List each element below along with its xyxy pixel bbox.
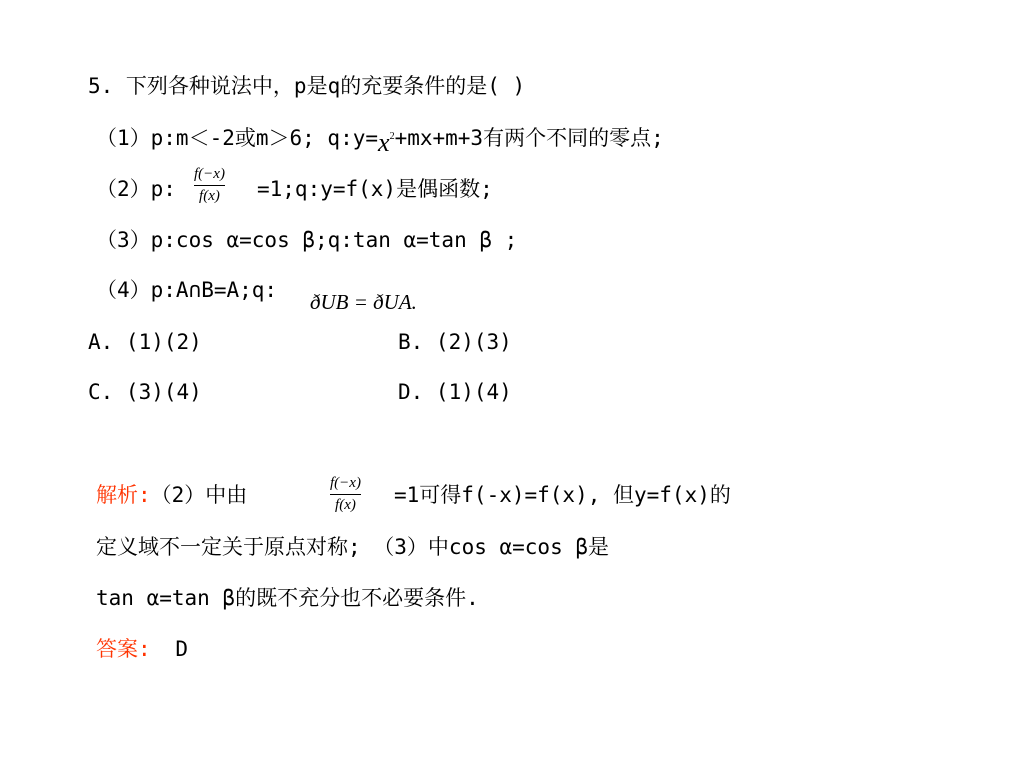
item-2-fraction-numerator: f(−x) bbox=[194, 166, 225, 182]
item-3: （3）p:cos α=cos β;q:tan α=tan β ; bbox=[96, 228, 518, 252]
item-1-exponent: 2 bbox=[389, 131, 395, 142]
item-1 bbox=[96, 123, 664, 157]
analysis-line-3: tan α=tan β的既不充分也不必要条件. bbox=[96, 586, 479, 610]
item-2-fraction bbox=[194, 166, 225, 205]
analysis-fraction-numerator: f(−x) bbox=[330, 475, 361, 491]
analysis-line-2: 定义域不一定关于原点对称; （3）中cos α=cos β是 bbox=[96, 535, 610, 559]
answer-label: 答案: bbox=[96, 637, 151, 661]
item-2-prefix: （2）p: bbox=[96, 177, 176, 201]
analysis-fraction bbox=[330, 475, 361, 514]
item-4-prefix: （4）p:A∩B=A;q: bbox=[96, 278, 278, 302]
option-d[interactable]: D. (1)(4) bbox=[398, 380, 512, 404]
fraction-bar bbox=[330, 494, 361, 495]
option-b[interactable]: B. (2)(3) bbox=[398, 330, 512, 354]
option-c[interactable]: C. (3)(4) bbox=[88, 380, 202, 404]
analysis-label: 解析: bbox=[96, 483, 151, 507]
item-2-fraction-denominator: f(x) bbox=[199, 188, 220, 204]
fraction-bar bbox=[194, 185, 225, 186]
item-1-suffix: +mx+m+3有两个不同的零点; bbox=[394, 126, 664, 150]
analysis-fraction-denominator: f(x) bbox=[335, 497, 356, 513]
analysis-line-1 bbox=[96, 481, 247, 509]
answer-value: D bbox=[175, 637, 188, 661]
answer-line bbox=[96, 635, 188, 663]
option-a[interactable]: A. (1)(2) bbox=[88, 330, 202, 354]
question-stem: 5. 下列各种说法中，p是q的充要条件的是( ) bbox=[88, 74, 526, 98]
item-1-prefix: （1）p:m＜-2或m＞6; q:y= bbox=[96, 126, 379, 150]
analysis-line-1-prefix: （2）中由 bbox=[150, 483, 248, 507]
item-1-x: x bbox=[378, 128, 390, 157]
item-4-formula: ðUB = ðUA. bbox=[310, 290, 417, 314]
item-2-suffix: =1;q:y=f(x)是偶函数; bbox=[257, 177, 493, 201]
analysis-line-1-suffix: =1可得f(-x)=f(x), 但y=f(x)的 bbox=[394, 483, 731, 507]
